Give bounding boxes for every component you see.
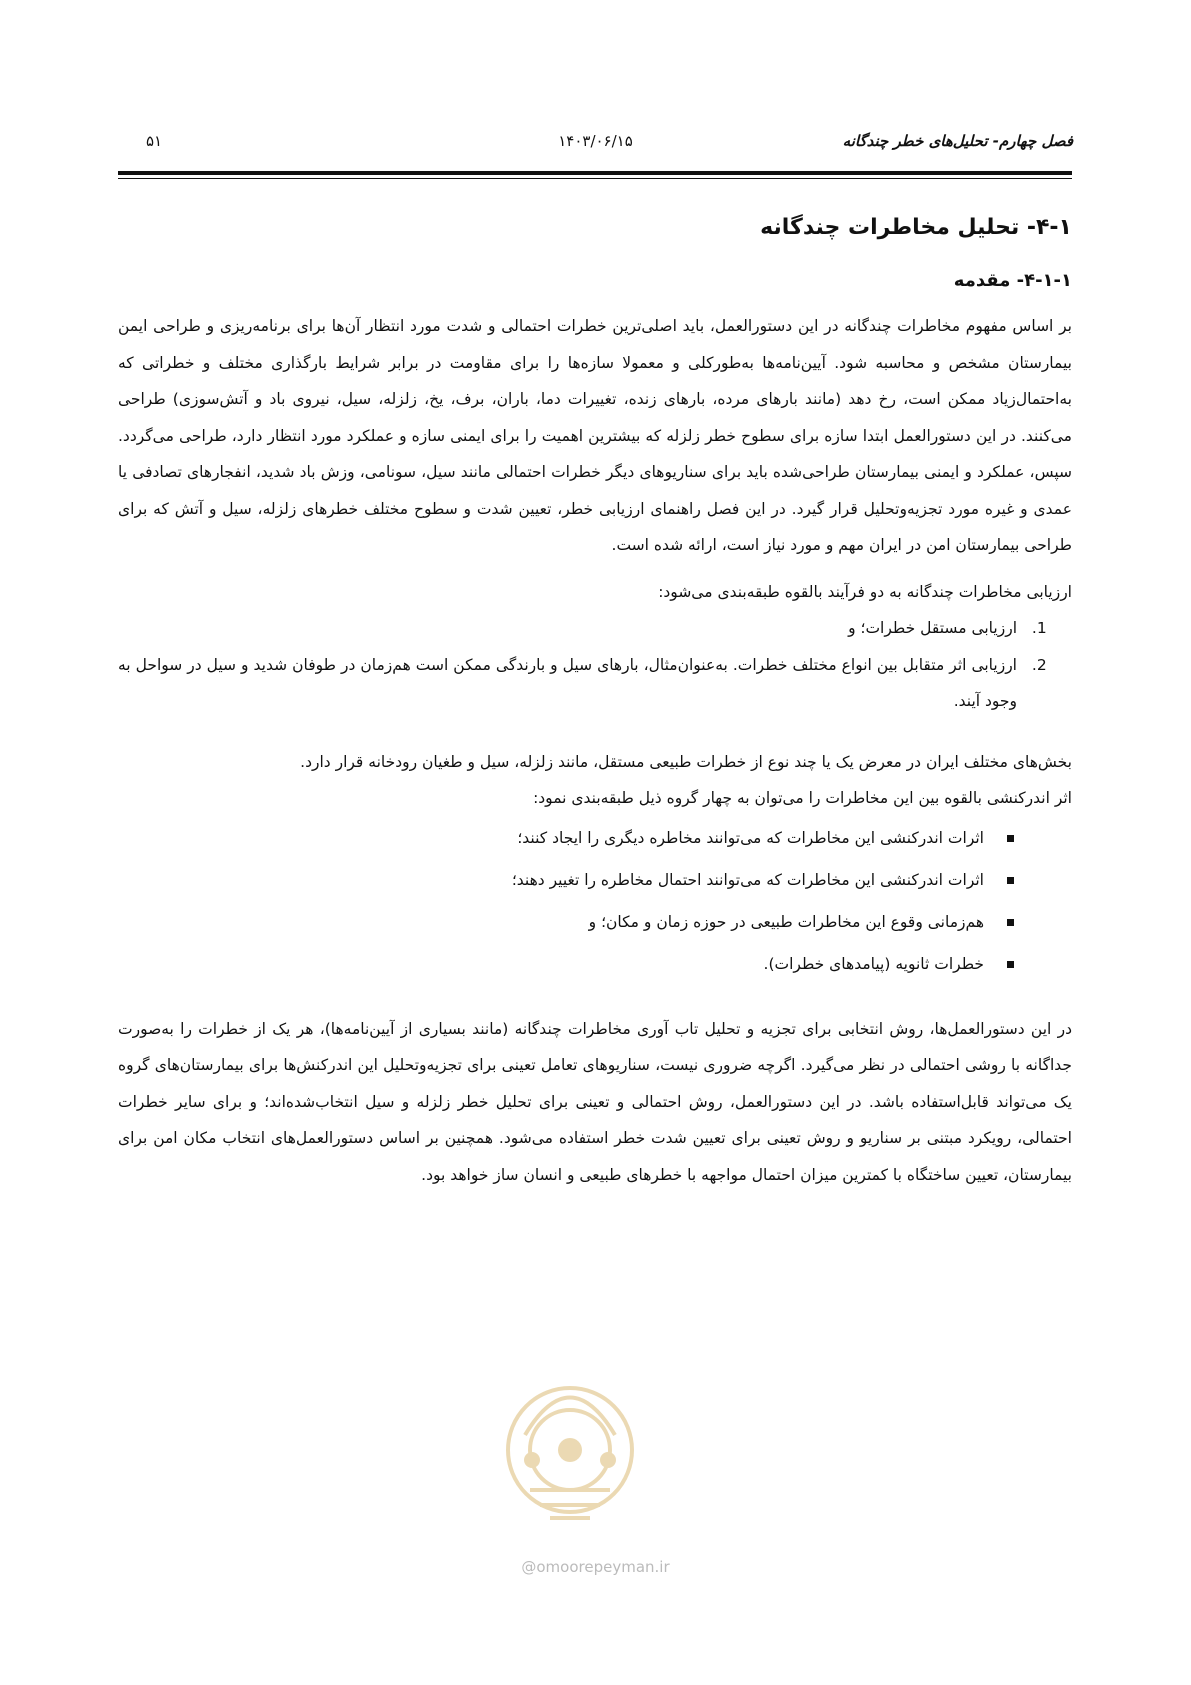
bullet-item: اثرات اندرکنشی این مخاطرات که می‌توانند احتمال مخاطره را تغییر دهند؛ xyxy=(118,859,984,901)
page-number: ۵۱ xyxy=(146,132,163,150)
list-item: 2. ارزیابی اثر متقابل بین انواع مختلف خطرات. به‌عنوان‌مثال، بارهای سیل و بارندگی ممکن است هم‌زمان در طوفان شدید و سیل در سواحل به وجود آیند. xyxy=(118,647,1027,720)
interaction-block xyxy=(118,744,1072,985)
assessment-intro: ارزیابی مخاطرات چندگانه به دو فرآیند بالقوه طبقه‌بندی می‌شود: xyxy=(658,582,1072,601)
watermark-logo xyxy=(470,1340,670,1540)
section-title: ۴-۱- تحلیل مخاطرات چندگانه xyxy=(760,215,1072,240)
interaction-line-1: بخش‌های مختلف ایران در معرض یک یا چند نوع از خطرات طبیعی مستقل، مانند زلزله، سیل و طغیان رودخانه قرار دارد. xyxy=(300,752,1072,771)
watermark-site: @omoorepeyman.ir xyxy=(521,1558,670,1576)
subsection-title: ۴-۱-۱- مقدمه xyxy=(953,270,1072,291)
assessment-list xyxy=(118,610,1072,720)
assessment-block xyxy=(118,574,1072,720)
interaction-list xyxy=(118,817,1072,985)
page-body xyxy=(118,210,1072,1193)
header-rule-thin xyxy=(118,178,1072,179)
bullet-item: اثرات اندرکنشی این مخاطرات که می‌توانند مخاطره دیگری را ایجاد کنند؛ xyxy=(118,817,984,859)
chapter-title: فصل چهارم- تحلیل‌های خطر چندگانه xyxy=(842,132,1073,150)
bullet-item: هم‌زمانی وقوع این مخاطرات طبیعی در حوزه زمان و مکان؛ و xyxy=(118,901,984,943)
page-header xyxy=(118,130,1073,154)
paragraph-intro: بر اساس مفهوم مخاطرات چندگانه در این دستورالعمل، باید اصلی‌ترین خطرات احتمالی و شدت مورد انتظار آن‌ها برای برنامه‌ریزی و طراحی ایمن بیمارستان مشخص و محاسبه شود. آیین‌نامه‌ها به‌طورکلی و معمولا سازه‌ها را برای مقاومت در برابر شرایط بارگذاری مختلف و خطراتی که به‌احتمال‌زیاد ممکن است، رخ دهد (مانند بارهای مرده، بارهای زنده، تغییرات دما، باران، برف، یخ، زلزله، سیل، نیروی باد و آتش‌سوزی) طراحی می‌کنند. در این دستورالعمل ابتدا سازه برای سطوح خطر زلزله که بیشترین اهمیت را برای ایمنی سازه و عملکرد مورد انتظار دارد، طراحی می‌گردد. سپس، عملکرد و ایمنی بیمارستان طراحی‌شده باید برای سناریوهای دیگر خطرات احتمالی مانند سیل، سونامی، وزش باد شدید، انفجارهای تصادفی یا عمدی و غیره مورد تجزیه‌وتحلیل قرار گیرد. در این فصل راهنمای ارزیابی خطر، تعیین شدت و سطوح مختلف خطرهای زلزله، سیل و آتش که برای طراحی بیمارستان امن در ایران مهم و مورد نیاز است، ارائه شده است. xyxy=(118,317,1072,554)
paragraph-method: در این دستورالعمل‌ها، روش انتخابی برای تجزیه و تحلیل تاب آوری مخاطرات چندگانه (مانند بسیاری از آیین‌نامه‌ها)، هر یک از خطرات را به‌صورت جداگانه با روشی احتمالی در نظر می‌گیرد. اگرچه ضروری نیست، سناریوهای تعامل تعینی برای تجزیه‌وتحلیل این اندرکنش‌ها برای بیمارستان‌های گروه یک می‌تواند قابل‌استفاده باشد. در این دستورالعمل، روش احتمالی و تعینی برای تحلیل خطر زلزله و سیل انتخاب‌شده‌اند؛ و برای سایر خطرات احتمالی، رویکرد مبتنی بر سناریو و روش تعینی برای تعیین شدت خطر استفاده می‌شود. همچنین بر اساس دستورالعمل‌های انتخاب مکان امن برای بیمارستان، تعیین ساختگاه با کمترین میزان احتمال مواجهه با خطرهای طبیعی و انسان ساز خواهد بود. xyxy=(118,1019,1072,1184)
interaction-line-2: اثر اندرکنشی بالقوه بین این مخاطرات را می‌توان به چهار گروه ذیل طبقه‌بندی نمود: xyxy=(533,789,1072,807)
header-date: ۱۴۰۳/۰۶/۱۵ xyxy=(558,132,633,150)
list-item: 1. ارزیابی مستقل خطرات؛ و xyxy=(118,610,1027,647)
header-rule-thick xyxy=(118,171,1072,175)
bullet-item: خطرات ثانویه (پیامدهای خطرات). xyxy=(118,943,984,985)
